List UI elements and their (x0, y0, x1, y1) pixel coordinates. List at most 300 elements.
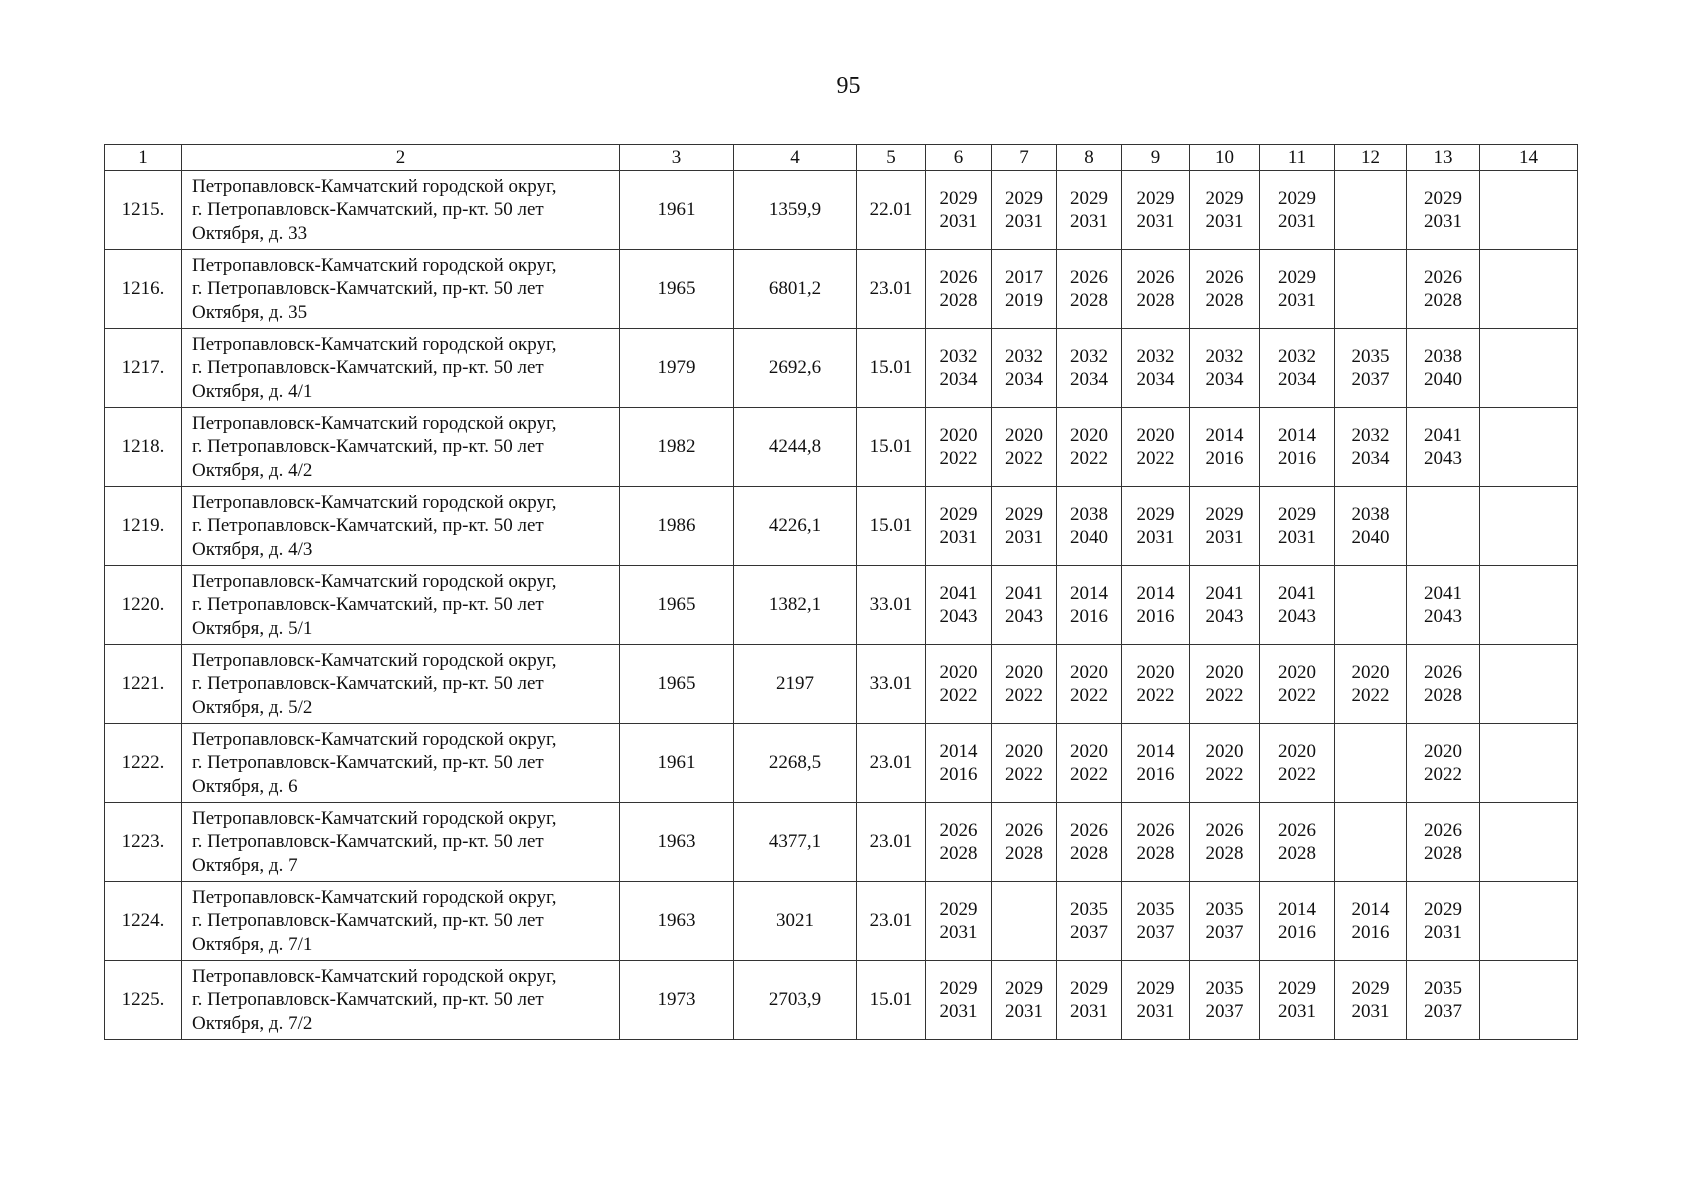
table-row (105, 882, 1578, 961)
address-line: г. Петропавловск-Камчатский, пр-кт. 50 лет (192, 278, 544, 300)
period-start: 2035 (1205, 977, 1244, 999)
column-header-6: 6 (926, 145, 992, 171)
table-row (105, 566, 1578, 645)
period-cell-col-8 (1057, 408, 1122, 487)
code-cell: 15.01 (857, 329, 926, 408)
period-cell-col-13 (1407, 171, 1480, 250)
address-line: Октября, д. 6 (192, 775, 298, 797)
period-cell-col-6 (926, 171, 992, 250)
period-end: 2022 (1070, 685, 1108, 706)
row-number-cell: 1224. (105, 882, 182, 961)
period-start: 2032 (1278, 345, 1316, 367)
period-start: 2029 (1005, 187, 1043, 209)
period-start: 2029 (1005, 503, 1043, 525)
column-header-2: 2 (182, 145, 620, 171)
address-line: г. Петропавловск-Камчатский, пр-кт. 50 лет (192, 357, 544, 379)
period-start: 2020 (939, 424, 978, 446)
column-14-cell (1480, 487, 1578, 566)
period-cell-col-6 (926, 645, 992, 724)
area-cell: 4377,1 (734, 803, 857, 882)
code-cell: 15.01 (857, 961, 926, 1040)
period-cell-col-8 (1057, 803, 1122, 882)
period-start: 2029 (1136, 187, 1175, 209)
code-cell: 15.01 (857, 487, 926, 566)
address-cell (182, 645, 620, 724)
period-end: 2040 (1351, 527, 1390, 548)
period-end: 2022 (1424, 764, 1462, 785)
period-cell-col-12 (1335, 645, 1407, 724)
column-14-cell (1480, 724, 1578, 803)
period-end: 2016 (1278, 922, 1316, 943)
column-header-3: 3 (620, 145, 734, 171)
period-cell-col-7 (992, 487, 1057, 566)
period-start: 2041 (1005, 582, 1043, 604)
address-line: Петропавловск-Камчатский городской округ, (192, 965, 557, 987)
period-start: 2029 (1070, 187, 1108, 209)
period-start: 2026 (1424, 266, 1462, 288)
year-built-cell: 1965 (620, 250, 734, 329)
row-number-cell: 1222. (105, 724, 182, 803)
address-line: Октября, д. 4/2 (192, 459, 313, 481)
period-end: 2016 (1351, 922, 1390, 943)
period-end: 2043 (1205, 606, 1244, 627)
area-cell: 1359,9 (734, 171, 857, 250)
period-end: 2022 (1005, 685, 1043, 706)
period-cell-col-11 (1260, 250, 1335, 329)
address-line: Петропавловск-Камчатский городской округ, (192, 728, 557, 750)
column-14-cell (1480, 566, 1578, 645)
period-cell-col-10 (1190, 645, 1260, 724)
period-end: 2037 (1205, 922, 1244, 943)
period-start: 2014 (1205, 424, 1244, 446)
table-row (105, 724, 1578, 803)
period-end: 2028 (1205, 843, 1244, 864)
column-header-11: 11 (1260, 145, 1335, 171)
period-start: 2014 (1278, 424, 1316, 446)
period-start: 2038 (1351, 503, 1390, 525)
period-cell-col-8 (1057, 645, 1122, 724)
period-start: 2038 (1424, 345, 1462, 367)
column-14-cell (1480, 329, 1578, 408)
address-line: Петропавловск-Камчатский городской округ, (192, 807, 557, 829)
period-start: 2029 (1136, 503, 1175, 525)
period-cell-col-9 (1122, 803, 1190, 882)
area-cell: 4226,1 (734, 487, 857, 566)
period-end: 2034 (1205, 369, 1244, 390)
period-end: 2034 (1005, 369, 1043, 390)
row-number-cell: 1223. (105, 803, 182, 882)
code-cell: 22.01 (857, 171, 926, 250)
period-end: 2028 (1424, 290, 1462, 311)
row-number-cell: 1218. (105, 408, 182, 487)
address-line: Октября, д. 4/1 (192, 380, 313, 402)
period-end: 2031 (1278, 211, 1316, 232)
period-end: 2016 (939, 764, 978, 785)
period-cell-col-11 (1260, 645, 1335, 724)
period-end: 2043 (1005, 606, 1043, 627)
year-built-cell: 1979 (620, 329, 734, 408)
row-number-cell: 1220. (105, 566, 182, 645)
period-start: 2029 (1278, 503, 1316, 525)
column-14-cell (1480, 645, 1578, 724)
period-end: 2043 (1424, 606, 1462, 627)
address-line: Октября, д. 5/2 (192, 696, 313, 718)
period-cell-col-10 (1190, 250, 1260, 329)
period-start: 2041 (1424, 582, 1462, 604)
period-start: 2020 (1351, 661, 1390, 683)
period-cell-col-12 (1335, 803, 1407, 882)
period-cell-col-7 (992, 566, 1057, 645)
address-line: Октября, д. 7/1 (192, 933, 313, 955)
period-cell-col-13 (1407, 961, 1480, 1040)
period-start: 2041 (939, 582, 978, 604)
code-cell: 23.01 (857, 803, 926, 882)
period-cell-col-10 (1190, 171, 1260, 250)
period-cell-col-9 (1122, 882, 1190, 961)
period-cell-col-6 (926, 882, 992, 961)
period-end: 2016 (1205, 448, 1244, 469)
table-row (105, 329, 1578, 408)
row-number-cell: 1219. (105, 487, 182, 566)
period-cell-col-12 (1335, 171, 1407, 250)
period-start: 2014 (1136, 740, 1175, 762)
period-end: 2040 (1424, 369, 1462, 390)
period-start: 2029 (1424, 898, 1462, 920)
address-line: Петропавловск-Камчатский городской округ, (192, 333, 557, 355)
period-start: 2026 (1278, 819, 1316, 841)
period-end: 2016 (1136, 764, 1175, 785)
period-start: 2029 (1205, 503, 1244, 525)
period-start: 2032 (1136, 345, 1175, 367)
period-cell-col-10 (1190, 329, 1260, 408)
period-start: 2020 (1070, 424, 1108, 446)
period-cell-col-8 (1057, 566, 1122, 645)
column-header-14: 14 (1480, 145, 1578, 171)
period-start: 2026 (1070, 819, 1108, 841)
period-start: 2020 (1005, 661, 1043, 683)
period-cell-col-11 (1260, 408, 1335, 487)
address-line: г. Петропавловск-Камчатский, пр-кт. 50 лет (192, 594, 544, 616)
period-start: 2035 (1136, 898, 1175, 920)
period-start: 2020 (1205, 740, 1244, 762)
period-end: 2031 (939, 211, 978, 232)
period-cell-col-7 (992, 250, 1057, 329)
area-cell: 2268,5 (734, 724, 857, 803)
period-end: 2043 (1278, 606, 1316, 627)
period-cell-col-12 (1335, 250, 1407, 329)
period-end: 2028 (939, 290, 978, 311)
period-end: 2022 (1278, 764, 1316, 785)
period-end: 2031 (1424, 211, 1462, 232)
row-number-cell: 1225. (105, 961, 182, 1040)
address-line: Петропавловск-Камчатский городской округ, (192, 412, 557, 434)
address-line: г. Петропавловск-Камчатский, пр-кт. 50 лет (192, 910, 544, 932)
year-built-cell: 1961 (620, 171, 734, 250)
period-cell-col-11 (1260, 487, 1335, 566)
table-body (105, 171, 1578, 1040)
period-cell-col-9 (1122, 645, 1190, 724)
period-cell-col-8 (1057, 882, 1122, 961)
period-cell-col-7 (992, 408, 1057, 487)
period-end: 2031 (1005, 527, 1043, 548)
address-cell (182, 803, 620, 882)
period-start: 2020 (1005, 424, 1043, 446)
period-cell-col-8 (1057, 250, 1122, 329)
period-start: 2029 (1424, 187, 1462, 209)
period-cell-col-13 (1407, 329, 1480, 408)
period-cell-col-13 (1407, 566, 1480, 645)
period-cell-col-9 (1122, 487, 1190, 566)
period-start: 2026 (1424, 819, 1462, 841)
period-end: 2037 (1205, 1001, 1244, 1022)
row-number-cell: 1215. (105, 171, 182, 250)
period-start: 2014 (1351, 898, 1390, 920)
period-start: 2026 (939, 266, 978, 288)
code-cell: 23.01 (857, 724, 926, 803)
period-start: 2029 (1136, 977, 1175, 999)
period-end: 2028 (1136, 290, 1175, 311)
period-cell-col-10 (1190, 882, 1260, 961)
column-header-7: 7 (992, 145, 1057, 171)
address-line: Октября, д. 35 (192, 301, 308, 323)
period-end: 2031 (1005, 211, 1043, 232)
period-cell-col-7 (992, 882, 1057, 961)
page-number: 95 (836, 73, 861, 99)
address-line: г. Петропавловск-Камчатский, пр-кт. 50 лет (192, 989, 544, 1011)
period-cell-col-10 (1190, 724, 1260, 803)
period-cell-col-7 (992, 961, 1057, 1040)
year-built-cell: 1965 (620, 645, 734, 724)
column-14-cell (1480, 171, 1578, 250)
period-start: 2020 (1005, 740, 1043, 762)
column-header-5: 5 (857, 145, 926, 171)
column-14-cell (1480, 961, 1578, 1040)
period-cell-col-10 (1190, 961, 1260, 1040)
period-end: 2031 (939, 922, 978, 943)
code-cell: 15.01 (857, 408, 926, 487)
period-start: 2020 (1424, 740, 1462, 762)
address-line: Октября, д. 33 (192, 222, 308, 244)
period-end: 2031 (1278, 290, 1316, 311)
period-cell-col-13 (1407, 645, 1480, 724)
table-row (105, 250, 1578, 329)
period-start: 2020 (939, 661, 978, 683)
period-start: 2035 (1424, 977, 1462, 999)
period-start: 2041 (1205, 582, 1244, 604)
table-row (105, 487, 1578, 566)
period-cell-col-13 (1407, 882, 1480, 961)
year-built-cell: 1961 (620, 724, 734, 803)
period-end: 2022 (1005, 764, 1043, 785)
period-end: 2043 (1424, 448, 1462, 469)
period-cell-col-9 (1122, 171, 1190, 250)
period-start: 2026 (1070, 266, 1108, 288)
period-start: 2029 (939, 187, 978, 209)
period-end: 2028 (1205, 290, 1244, 311)
period-end: 2022 (1136, 448, 1175, 469)
table-row (105, 171, 1578, 250)
address-line: Петропавловск-Камчатский городской округ, (192, 175, 557, 197)
period-start: 2032 (1205, 345, 1244, 367)
period-cell-col-7 (992, 724, 1057, 803)
period-end: 2022 (1205, 764, 1244, 785)
address-line: г. Петропавловск-Камчатский, пр-кт. 50 лет (192, 673, 544, 695)
period-end: 2037 (1424, 1001, 1462, 1022)
period-cell-col-12 (1335, 882, 1407, 961)
column-14-cell (1480, 882, 1578, 961)
area-cell: 2197 (734, 645, 857, 724)
period-start: 2032 (1005, 345, 1043, 367)
area-cell: 2703,9 (734, 961, 857, 1040)
period-cell-col-10 (1190, 566, 1260, 645)
period-start: 2029 (1070, 977, 1108, 999)
period-cell-col-6 (926, 408, 992, 487)
period-end: 2034 (1351, 448, 1390, 469)
period-cell-col-11 (1260, 882, 1335, 961)
address-line: г. Петропавловск-Камчатский, пр-кт. 50 лет (192, 515, 544, 537)
period-start: 2020 (1070, 661, 1108, 683)
year-built-cell: 1982 (620, 408, 734, 487)
period-cell-col-9 (1122, 566, 1190, 645)
address-cell (182, 724, 620, 803)
period-cell-col-6 (926, 250, 992, 329)
period-end: 2031 (1278, 527, 1316, 548)
period-start: 2029 (1005, 977, 1043, 999)
period-end: 2028 (1070, 290, 1108, 311)
period-end: 2028 (1424, 843, 1462, 864)
address-line: г. Петропавловск-Камчатский, пр-кт. 50 лет (192, 199, 544, 221)
table-row (105, 803, 1578, 882)
column-header-1: 1 (105, 145, 182, 171)
period-end: 2028 (1070, 843, 1108, 864)
period-cell-col-7 (992, 329, 1057, 408)
period-end: 2022 (939, 685, 978, 706)
period-start: 2041 (1278, 582, 1316, 604)
period-start: 2020 (1278, 661, 1316, 683)
code-cell: 33.01 (857, 566, 926, 645)
period-cell-col-9 (1122, 329, 1190, 408)
period-cell-col-9 (1122, 724, 1190, 803)
period-end: 2016 (1070, 606, 1108, 627)
column-header-13: 13 (1407, 145, 1480, 171)
period-end: 2022 (1136, 685, 1175, 706)
period-cell-col-12 (1335, 961, 1407, 1040)
period-end: 2034 (1278, 369, 1316, 390)
period-cell-col-12 (1335, 329, 1407, 408)
period-end: 2022 (1005, 448, 1043, 469)
period-end: 2022 (1351, 685, 1390, 706)
period-end: 2043 (939, 606, 978, 627)
period-cell-col-7 (992, 803, 1057, 882)
header-row (105, 145, 1578, 171)
period-start: 2032 (939, 345, 978, 367)
period-cell-col-12 (1335, 566, 1407, 645)
period-start: 2029 (939, 898, 978, 920)
period-cell-col-11 (1260, 724, 1335, 803)
period-cell-col-10 (1190, 487, 1260, 566)
table-row (105, 645, 1578, 724)
period-cell-col-6 (926, 329, 992, 408)
address-cell (182, 171, 620, 250)
address-line: Петропавловск-Камчатский городской округ, (192, 491, 557, 513)
period-cell-col-10 (1190, 408, 1260, 487)
period-start: 2029 (939, 503, 978, 525)
period-cell-col-13 (1407, 408, 1480, 487)
period-start: 2029 (1205, 187, 1244, 209)
period-start: 2026 (1205, 819, 1244, 841)
period-cell-col-13 (1407, 724, 1480, 803)
address-line: Петропавловск-Камчатский городской округ, (192, 570, 557, 592)
period-end: 2034 (1070, 369, 1108, 390)
period-start: 2029 (1278, 266, 1316, 288)
year-built-cell: 1986 (620, 487, 734, 566)
period-cell-col-13 (1407, 487, 1480, 566)
address-line: Октября, д. 7/2 (192, 1012, 313, 1034)
period-cell-col-8 (1057, 329, 1122, 408)
period-end: 2040 (1070, 527, 1108, 548)
period-cell-col-8 (1057, 961, 1122, 1040)
column-14-cell (1480, 803, 1578, 882)
period-start: 2026 (1424, 661, 1462, 683)
period-cell-col-6 (926, 803, 992, 882)
column-14-cell (1480, 408, 1578, 487)
period-end: 2028 (939, 843, 978, 864)
period-end: 2028 (1424, 685, 1462, 706)
period-cell-col-13 (1407, 250, 1480, 329)
period-end: 2022 (1070, 448, 1108, 469)
period-cell-col-12 (1335, 724, 1407, 803)
area-cell: 4244,8 (734, 408, 857, 487)
period-start: 2017 (1005, 266, 1043, 288)
period-start: 2032 (1070, 345, 1108, 367)
column-header-8: 8 (1057, 145, 1122, 171)
period-start: 2035 (1351, 345, 1390, 367)
housing-registry-table (104, 144, 1578, 1040)
table-row (105, 961, 1578, 1040)
period-cell-col-13 (1407, 803, 1480, 882)
period-start: 2020 (1070, 740, 1108, 762)
period-end: 2028 (1136, 843, 1175, 864)
period-start: 2041 (1424, 424, 1462, 446)
period-end: 2031 (1005, 1001, 1043, 1022)
period-cell-col-11 (1260, 171, 1335, 250)
period-cell-col-7 (992, 645, 1057, 724)
period-cell-col-6 (926, 487, 992, 566)
period-end: 2031 (1278, 1001, 1316, 1022)
period-cell-col-12 (1335, 408, 1407, 487)
address-line: Петропавловск-Камчатский городской округ, (192, 254, 557, 276)
period-end: 2031 (939, 1001, 978, 1022)
period-end: 2034 (1136, 369, 1175, 390)
period-cell-col-8 (1057, 487, 1122, 566)
area-cell: 6801,2 (734, 250, 857, 329)
year-built-cell: 1963 (620, 803, 734, 882)
period-start: 2014 (1278, 898, 1316, 920)
period-start: 2026 (1136, 266, 1175, 288)
period-cell-col-9 (1122, 961, 1190, 1040)
address-line: г. Петропавловск-Камчатский, пр-кт. 50 лет (192, 436, 544, 458)
period-start: 2029 (1351, 977, 1390, 999)
address-line: Петропавловск-Камчатский городской округ, (192, 649, 557, 671)
period-start: 2026 (939, 819, 978, 841)
row-number-cell: 1221. (105, 645, 182, 724)
period-cell-col-11 (1260, 329, 1335, 408)
period-cell-col-8 (1057, 171, 1122, 250)
period-start: 2020 (1136, 661, 1175, 683)
year-built-cell: 1973 (620, 961, 734, 1040)
period-start: 2035 (1205, 898, 1244, 920)
row-number-cell: 1217. (105, 329, 182, 408)
